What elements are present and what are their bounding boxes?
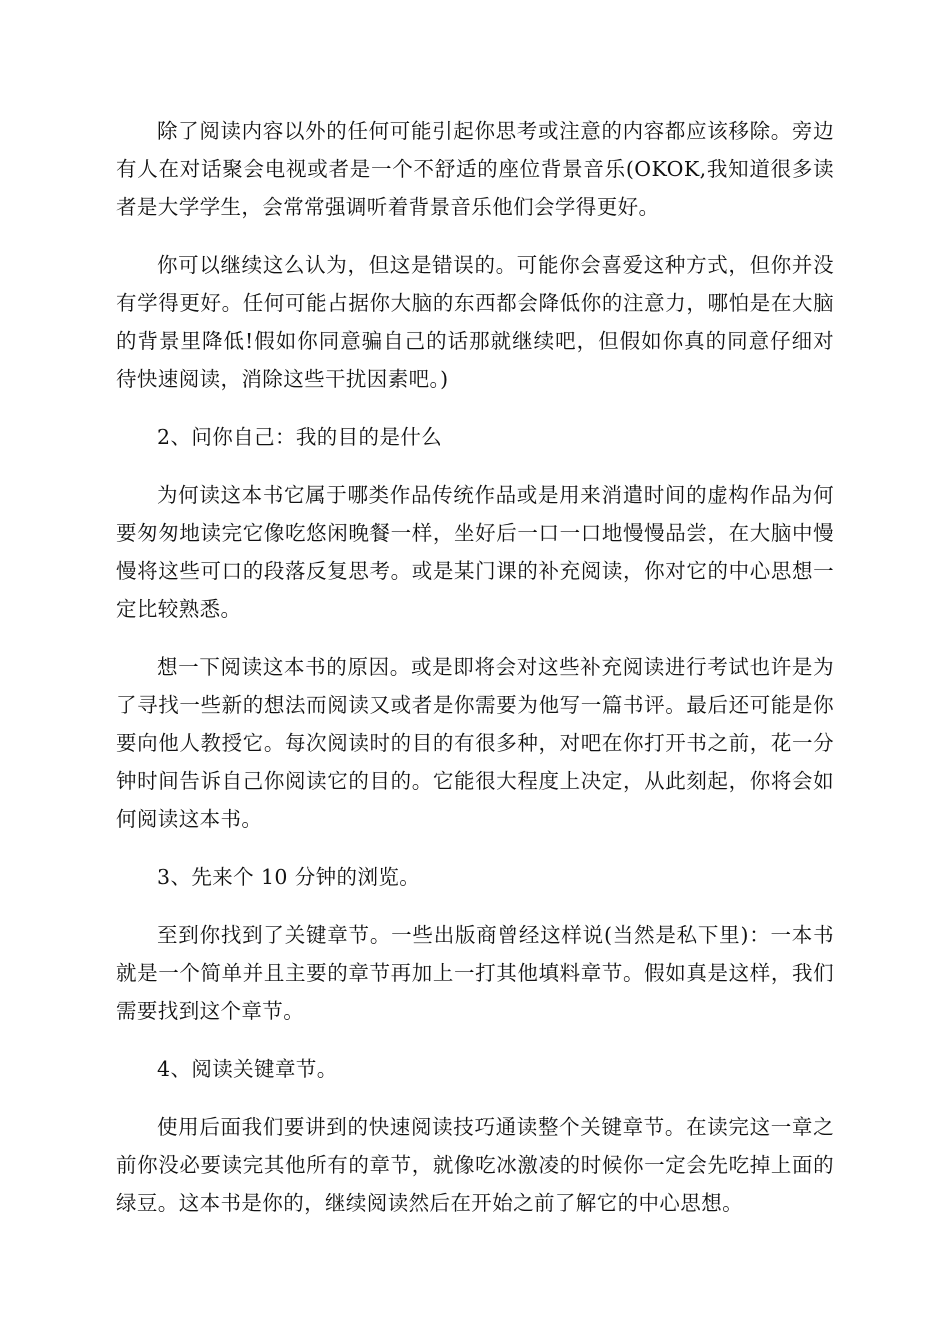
paragraph-distractions: 除了阅读内容以外的任何可能引起你思考或注意的内容都应该移除。旁边有人在对话聚会电视或者是一个不舒适的座位背景音乐(OKOK,我知道很多读者是大学学生，会常常强调听着背景音乐他们会学得更好。 <box>116 119 834 219</box>
paragraph-reading-reason: 想一下阅读这本书的原因。或是即将会对这些补充阅读进行考试也许是为了寻找一些新的想法而阅读又或者是你需要为他写一篇书评。最后还可能是你要向他人教授它。每次阅读时的目的有很多种，对吧在你打开书之前，花一分钟时间告诉自己你阅读它的目的。它能很大程度上决定，从此刻起，你将会如何阅读这本书。 <box>116 655 834 831</box>
paragraph-why-read: 为何读这本书它属于哪类作品传统作品或是用来消遣时间的虚构作品为何要匆匆地读完它像吃悠闲晚餐一样，坐好后一口一口地慢慢品尝，在大脑中慢慢将这些可口的段落反复思考。或是某门课的补充阅读，你对它的中心思想一定比较熟悉。 <box>116 483 834 621</box>
document-body <box>116 112 834 1242</box>
paragraph-background-music: 你可以继续这么认为，但这是错误的。可能你会喜爱这种方式，但你并没有学得更好。任何可能占据你大脑的东西都会降低你的注意力，哪怕是在大脑的背景里降低!假如你同意骗自己的话那就继续吧，但假如你真的同意仔细对待快速阅读，消除这些干扰因素吧。) <box>116 253 834 391</box>
paragraph-key-chapter: 至到你找到了关键章节。一些出版商曾经这样说(当然是私下里)：一本书就是一个简单并且主要的章节再加上一打其他填料章节。假如真是这样，我们需要找到这个章节。 <box>116 923 834 1023</box>
paragraph-speed-reading: 使用后面我们要讲到的快速阅读技巧通读整个关键章节。在读完这一章之前你没必要读完其他所有的章节，就像吃冰激凌的时候你一定会先吃掉上面的绿豆。这本书是你的，继续阅读然后在开始之前了解它的中心思想。 <box>116 1115 834 1215</box>
section-heading-read-key-chapter: 4、阅读关键章节。 <box>157 1057 338 1081</box>
section-heading-purpose: 2、问你自己：我的目的是什么 <box>157 425 443 449</box>
section-heading-browse: 3、先来个 10 分钟的浏览。 <box>157 865 421 889</box>
